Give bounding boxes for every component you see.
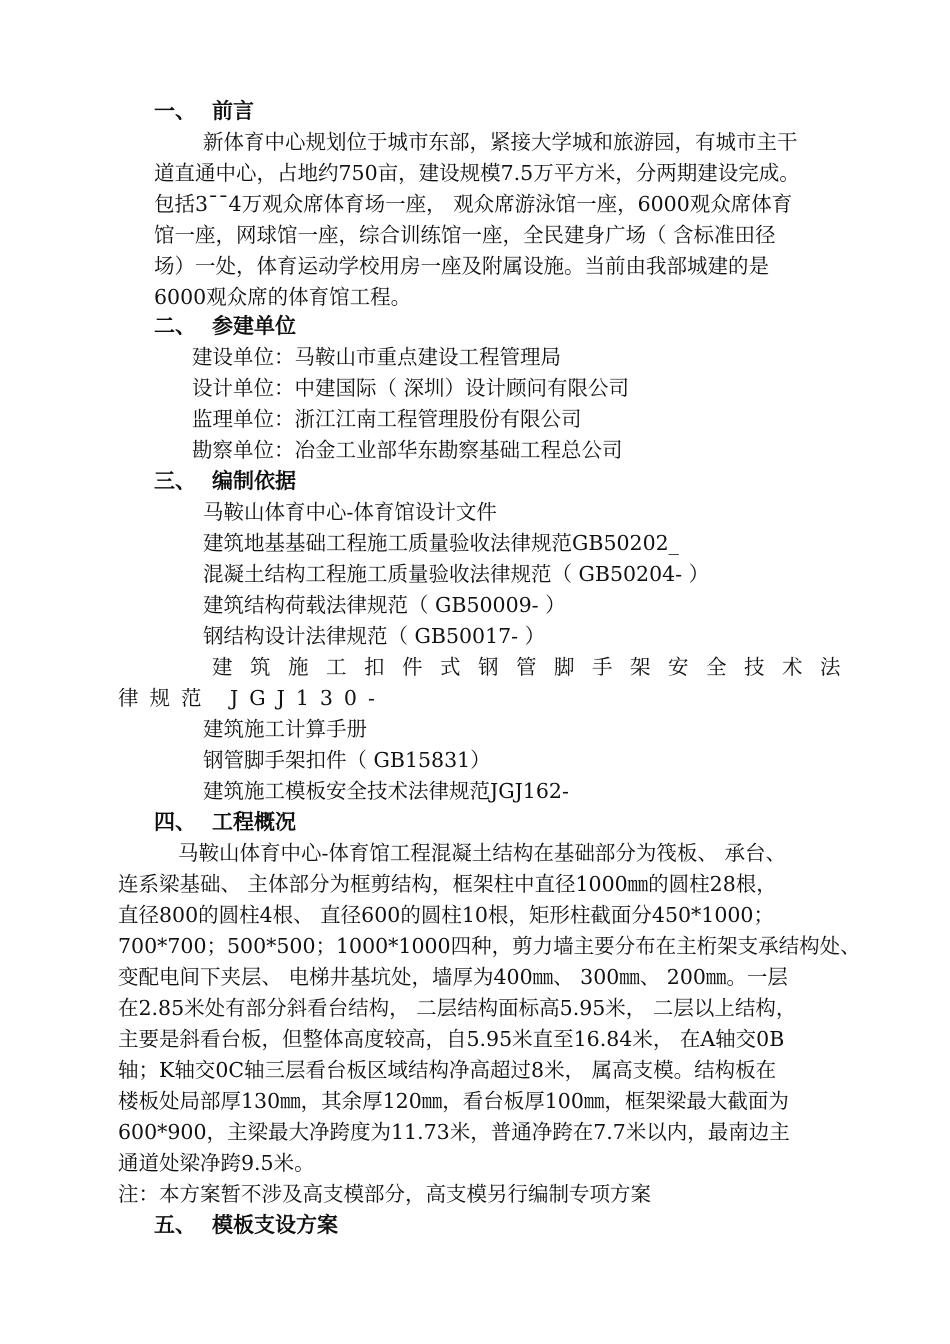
preface-line: 场）一处，体育运动学校用房一座及附属设施。当前由我部城建的是 <box>154 254 769 278</box>
section-title: 编制依据 <box>212 469 296 493</box>
overview-line: 通道处梁净跨9.5米。 <box>118 1151 315 1175</box>
basis-item: 建筑施工计算手册 <box>203 717 367 741</box>
section-heading-basis <box>154 466 296 497</box>
basis-item-continuation: 律规范 JGJ130- <box>118 686 386 710</box>
basis-item: 马鞍山体育中心-体育馆设计文件 <box>203 500 497 524</box>
overview-line: 直径800的圆柱4根、 直径600的圆柱10根，矩形柱截面分450*1000； <box>118 903 774 927</box>
preface-line: 包括3¯¯4万观众席体育场一座， 观众席游泳馆一座，6000观众席体育 <box>154 192 793 216</box>
overview-line: 连系梁基础、 主体部分为框剪结构，框架柱中直径1000㎜的圆柱28根， <box>118 872 777 896</box>
preface-line: 新体育中心规划位于城市东部，紧接大学城和旅游园，有城市主干 <box>203 130 798 154</box>
preface-line: 道直通中心，占地约750亩，建设规模7.5万平方米，分两期建设完成。 <box>154 161 800 185</box>
section-title: 前言 <box>212 99 254 123</box>
unit-line: 建设单位：马鞍山市重点建设工程管理局 <box>192 345 561 369</box>
section-title: 工程概况 <box>212 810 296 834</box>
section-number: 一、 <box>154 99 196 123</box>
section-title: 参建单位 <box>212 314 296 338</box>
section-heading-formwork <box>154 1210 338 1241</box>
basis-item: 混凝土结构工程施工质量验收法律规范（ GB50204- ） <box>203 562 710 586</box>
section-heading-preface <box>154 96 254 127</box>
overview-line: 600*900，主梁最大净跨度为11.73米，普通净跨在7.7米以内，最南边主 <box>118 1120 790 1144</box>
overview-line: 700*700；500*500；1000*1000四种，剪力墙主要分布在主桁架支承结构处、 <box>118 934 861 958</box>
basis-item: 建筑施工扣件式钢管脚手架安全技术法 <box>212 655 858 679</box>
section-number: 五、 <box>154 1213 196 1237</box>
overview-line: 轴；K轴交0C轴三层看台板区域结构净高超过8米， 属高支模。结构板在 <box>118 1058 777 1082</box>
basis-item: 钢管脚手架扣件（ GB15831） <box>203 748 491 772</box>
overview-line: 马鞍山体育中心-体育馆工程混凝土结构在基础部分为筏板、 承台、 <box>178 841 786 865</box>
overview-line: 在2.85米处有部分斜看台结构， 二层结构面标高5.95米， 二层以上结构， <box>118 996 797 1020</box>
basis-item: 建筑地基基础工程施工质量验收法律规范GB50202_ <box>203 531 679 555</box>
preface-line: 馆一座，网球馆一座，综合训练馆一座，全民建身广场（ 含标准田径 <box>154 223 776 247</box>
section-title: 模板支设方案 <box>212 1213 338 1237</box>
section-heading-overview <box>154 807 296 838</box>
basis-item: 建筑结构荷载法律规范（ GB50009- ） <box>203 593 566 617</box>
preface-line: 6000观众席的体育馆工程。 <box>154 285 412 309</box>
section-number: 三、 <box>154 469 196 493</box>
overview-line: 楼板处局部厚130㎜，其余厚120㎜，看台板厚100㎜，框架梁最大截面为 <box>118 1089 789 1113</box>
unit-line: 监理单位：浙江江南工程管理股份有限公司 <box>192 407 582 431</box>
overview-line: 变配电间下夹层、 电梯井基坑处，墙厚为400㎜、 300㎜、 200㎜。一层 <box>118 965 788 989</box>
note-line: 注：本方案暂不涉及高支模部分，高支模另行编制专项方案 <box>118 1182 651 1206</box>
unit-line: 勘察单位：冶金工业部华东勘察基础工程总公司 <box>192 438 623 462</box>
section-number: 二、 <box>154 314 196 338</box>
basis-item: 建筑施工模板安全技术法律规范JGJ162- <box>203 779 569 803</box>
section-number: 四、 <box>154 810 196 834</box>
overview-line: 主要是斜看台板，但整体高度较高，自5.95米直至16.84米， 在A轴交0B <box>118 1027 785 1051</box>
section-heading-units <box>154 311 296 342</box>
unit-line: 设计单位：中建国际（ 深圳）设计顾问有限公司 <box>192 376 630 400</box>
basis-item: 钢结构设计法律规范（ GB50017- ） <box>203 624 546 648</box>
